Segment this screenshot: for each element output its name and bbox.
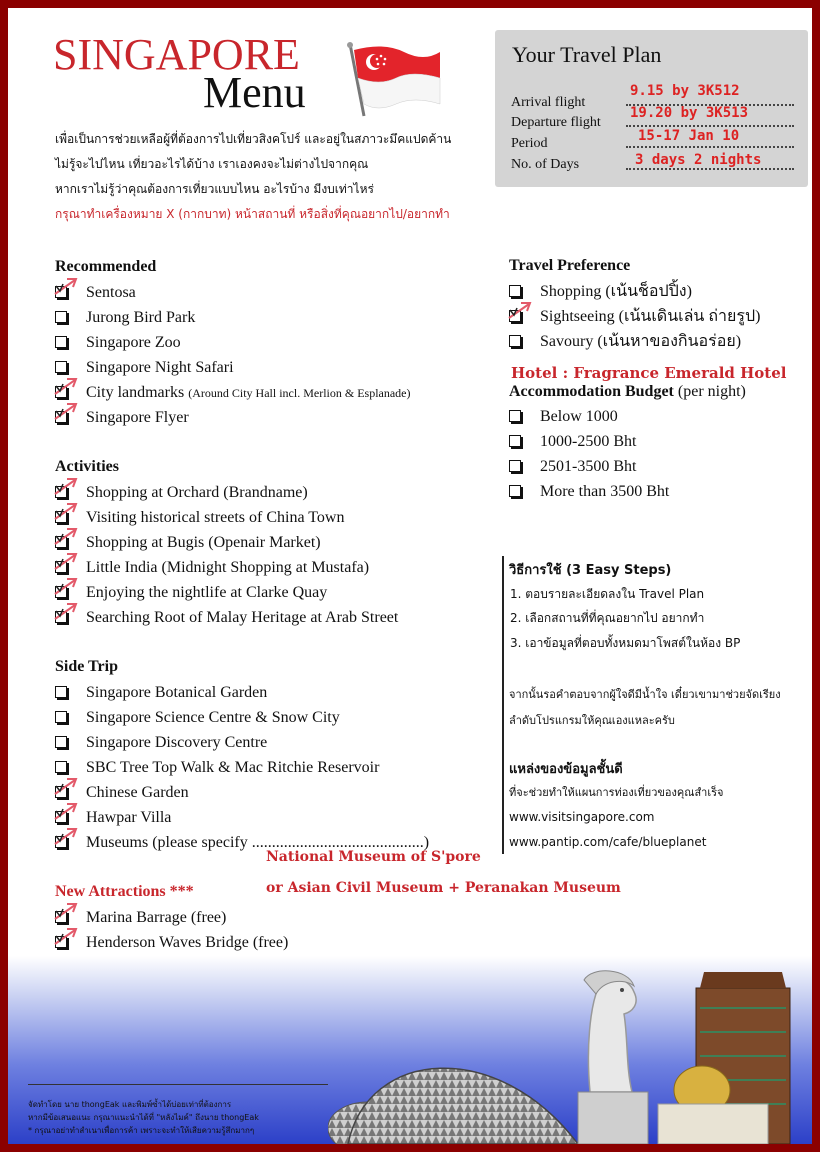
preference-item-label xyxy=(540,306,760,328)
preference-item-label xyxy=(540,281,692,303)
recommended-item-label xyxy=(86,307,195,329)
side-trip-item-text: Singapore Discovery Centre xyxy=(86,734,268,751)
check-mark-icon xyxy=(53,526,79,553)
side-trip-item-text: Museums (please specify ...........................................) xyxy=(86,834,430,851)
preference-item-text: Shopping (เน้นช็อปปิ้ง) xyxy=(540,283,692,300)
howto-step-1: 1. ตอบรายละเอียดลงใน Travel Plan xyxy=(510,587,705,601)
preference-item-label xyxy=(540,331,741,353)
check-mark-icon xyxy=(53,776,79,803)
activity-item-text: Shopping at Bugis (Openair Market) xyxy=(86,534,321,551)
recommended-item-label xyxy=(86,332,181,354)
footer-line-3: * กรุณาอย่าทำสำเนาเพื่อการค้า เพราะจะทำให้เสียความรู้สึกมากๆ xyxy=(28,1126,255,1135)
departure-flight-line xyxy=(626,125,794,127)
howto-step-2: 2. เลือกสถานที่ที่คุณอยากไป อยากทำ xyxy=(510,611,705,625)
check-mark-icon xyxy=(53,551,79,578)
checkbox[interactable] xyxy=(509,285,521,297)
checkbox[interactable] xyxy=(55,761,67,773)
budget-item-label xyxy=(540,456,636,478)
recommended-item-text: Sentosa xyxy=(86,284,136,301)
period-value[interactable]: 15-17 Jan 10 xyxy=(638,128,740,144)
checkbox[interactable] xyxy=(55,361,67,373)
recommended-item-label xyxy=(86,382,411,404)
activities-heading: Activities xyxy=(55,458,119,475)
recommended-item-text: Singapore Flyer xyxy=(86,409,189,426)
howto-heading-text: วิธีการใช้ (3 Easy Steps) xyxy=(509,563,672,578)
check-mark-icon xyxy=(507,300,533,327)
side-trip-item-text: Chinese Garden xyxy=(86,784,189,801)
side-trip-item-label xyxy=(86,707,340,729)
howto-note-1: จากนั้นรอคำตอบจากผู้ใจดีมีน้ำใจ เดี๋ยวเขามาช่วยจัดเรียง xyxy=(509,688,781,701)
activity-item-label xyxy=(86,507,344,529)
singapore-flag-icon xyxy=(344,42,444,118)
budget-heading-text: Accommodation Budget xyxy=(509,383,674,400)
check-mark-icon xyxy=(53,476,79,503)
museum-handwritten-1: National Museum of S'pore xyxy=(266,849,481,865)
side-trip-item-text: Hawpar Villa xyxy=(86,809,172,826)
recommended-item-label xyxy=(86,407,189,429)
instruction-line: กรุณาทำเครื่องหมาย X (กากบาท) หน้าสถานที่ หรือสิ่งที่คุณอยากไป/อยากทำ xyxy=(55,207,450,221)
footer-line-2: หากมีข้อเสนอแนะ กรุณาแนะนำได้ที่ "หลังไมค์" ถึงนาย thongEak xyxy=(28,1113,259,1122)
page-title: SINGAPORE xyxy=(53,30,300,79)
checkbox[interactable] xyxy=(55,336,67,348)
departure-flight-label: Departure flight xyxy=(511,115,601,130)
singapore-skyline-illustration xyxy=(328,968,812,1144)
budget-item-label xyxy=(540,481,669,503)
side-trip-heading: Side Trip xyxy=(55,658,118,675)
recommended-item-text: Singapore Night Safari xyxy=(86,359,234,376)
sources-heading xyxy=(509,758,623,779)
checkbox[interactable] xyxy=(509,410,521,422)
recommended-item-label xyxy=(86,357,234,379)
check-mark-icon xyxy=(53,501,79,528)
recommended-item-note: (Around City Hall incl. Merlion & Esplanade) xyxy=(188,386,411,400)
activity-item-text: Searching Root of Malay Heritage at Arab Street xyxy=(86,609,399,626)
period-label: Period xyxy=(511,136,548,151)
intro-line-3: หากเราไม่รู้ว่าคุณต้องการเที่ยวแบบไหน อะไรบ้าง มีงบเท่าไหร่ xyxy=(55,182,374,196)
howto-step-3: 3. เอาข้อมูลที่ตอบทั้งหมดมาโพสต์ในห้อง BP xyxy=(510,636,741,650)
side-trip-item-text: Singapore Science Centre & Snow City xyxy=(86,709,340,726)
source-link-1[interactable]: www.visitsingapore.com xyxy=(509,810,655,824)
side-trip-item-text: SBC Tree Top Walk & Mac Ritchie Reservoir xyxy=(86,759,380,776)
side-trip-item-label xyxy=(86,757,379,779)
intro-line-1: เพื่อเป็นการช่วยเหลือผู้ที่ต้องการไปเที่ยวสิงคโปร์ และอยู่ในสภาวะมึคแปดค้าน xyxy=(55,132,452,146)
activity-item-label xyxy=(86,582,327,604)
days-value[interactable]: 3 days 2 nights xyxy=(635,152,762,168)
sources-heading-text: แหล่งของข้อมูลชั้นดี xyxy=(509,762,623,777)
preference-item-text: Sightseeing (เน้นเดินเล่น ถ่ายรูป) xyxy=(540,308,761,325)
activity-item-text: Shopping at Orchard (Brandname) xyxy=(86,484,308,501)
recommended-item-label xyxy=(86,282,136,304)
activity-item-text: Enjoying the nightlife at Clarke Quay xyxy=(86,584,328,601)
recommended-item-text: City landmarks xyxy=(86,384,185,401)
footer-line-1: จัดทำโดย นาย thongEak และพิมพ์ซ้ำได้บ่อยเท่าที่ต้องการ xyxy=(28,1100,232,1109)
budget-item-label xyxy=(540,406,618,428)
activity-item-text: Visiting historical streets of China Town xyxy=(86,509,345,526)
howto-divider xyxy=(502,556,504,854)
intro-line-2: ไม่รู้จะไปไหน เที่ยวอะไรได้บ้าง เราเองคงจะไม่ต่างไปจากคุณ xyxy=(55,157,369,171)
activity-item-text: Little India (Midnight Shopping at Mustafa) xyxy=(86,559,370,576)
check-mark-icon xyxy=(53,376,79,403)
arrival-flight-label: Arrival flight xyxy=(511,95,586,110)
activity-item-label xyxy=(86,607,398,629)
new-attraction-item-text: Henderson Waves Bridge (free) xyxy=(86,934,289,951)
check-mark-icon xyxy=(53,576,79,603)
check-mark-icon xyxy=(53,901,79,928)
museum-handwritten-2: or Asian Civil Museum + Peranakan Museum xyxy=(266,880,621,896)
source-link-2[interactable]: www.pantip.com/cafe/blueplanet xyxy=(509,835,707,849)
side-trip-item-text: Singapore Botanical Garden xyxy=(86,684,268,701)
activity-item-label xyxy=(86,557,369,579)
budget-heading xyxy=(509,383,746,401)
arrival-flight-value[interactable]: 9.15 by 3K512 xyxy=(630,83,740,99)
activity-item-label xyxy=(86,532,321,554)
checkbox[interactable] xyxy=(55,311,67,323)
recommended-item-text: Singapore Zoo xyxy=(86,334,181,351)
new-attraction-item-text: Marina Barrage (free) xyxy=(86,909,227,926)
check-mark-icon xyxy=(53,826,79,853)
budget-item-text: Below 1000 xyxy=(540,408,618,425)
recommended-item-text: Jurong Bird Park xyxy=(86,309,196,326)
side-trip-item-label xyxy=(86,782,189,804)
budget-item-text: 2501-3500 Bht xyxy=(540,458,637,475)
travel-plan-title: Your Travel Plan xyxy=(512,42,662,67)
days-label: No. of Days xyxy=(511,157,580,172)
checkbox[interactable] xyxy=(509,460,521,472)
side-trip-item-label xyxy=(86,807,171,829)
recommended-heading: Recommended xyxy=(55,258,157,275)
footer-divider xyxy=(28,1084,328,1085)
new-attraction-item-label xyxy=(86,907,226,929)
checkbox[interactable] xyxy=(55,711,67,723)
side-trip-item-label xyxy=(86,682,267,704)
budget-heading-note: (per night) xyxy=(677,383,746,400)
howto-note-2: ลำดับโปรแกรมให้คุณเองแหละครับ xyxy=(509,714,675,727)
checkbox[interactable] xyxy=(55,686,67,698)
new-attraction-item-label xyxy=(86,932,288,954)
travel-preference-heading: Travel Preference xyxy=(509,257,631,274)
side-trip-item-label xyxy=(86,732,267,754)
sources-subtitle: ที่จะช่วยทำให้แผนการท่องเที่ยวของคุณสำเร็จ xyxy=(509,786,724,799)
check-mark-icon xyxy=(53,601,79,628)
budget-item-label xyxy=(540,431,636,453)
new-attractions-heading: New Attractions *** xyxy=(55,883,194,900)
activity-item-label xyxy=(86,482,308,504)
period-line xyxy=(626,146,794,148)
budget-item-text: More than 3500 Bht xyxy=(540,483,670,500)
howto-heading xyxy=(509,559,671,580)
check-mark-icon xyxy=(53,801,79,828)
check-mark-icon xyxy=(53,926,79,953)
page-subtitle: Menu xyxy=(203,68,306,117)
preference-item-text: Savoury (เน้นหาของกินอร่อย) xyxy=(540,333,742,350)
checkbox[interactable] xyxy=(509,435,521,447)
check-mark-icon xyxy=(53,401,79,428)
days-line xyxy=(626,168,794,170)
checkbox[interactable] xyxy=(509,335,521,347)
budget-item-text: 1000-2500 Bht xyxy=(540,433,637,450)
departure-flight-value[interactable]: 19.20 by 3K513 xyxy=(630,105,749,121)
hotel-label: Hotel : Fragrance Emerald Hotel xyxy=(511,364,787,382)
checkbox[interactable] xyxy=(509,485,521,497)
checkbox[interactable] xyxy=(55,736,67,748)
check-mark-icon xyxy=(53,276,79,303)
